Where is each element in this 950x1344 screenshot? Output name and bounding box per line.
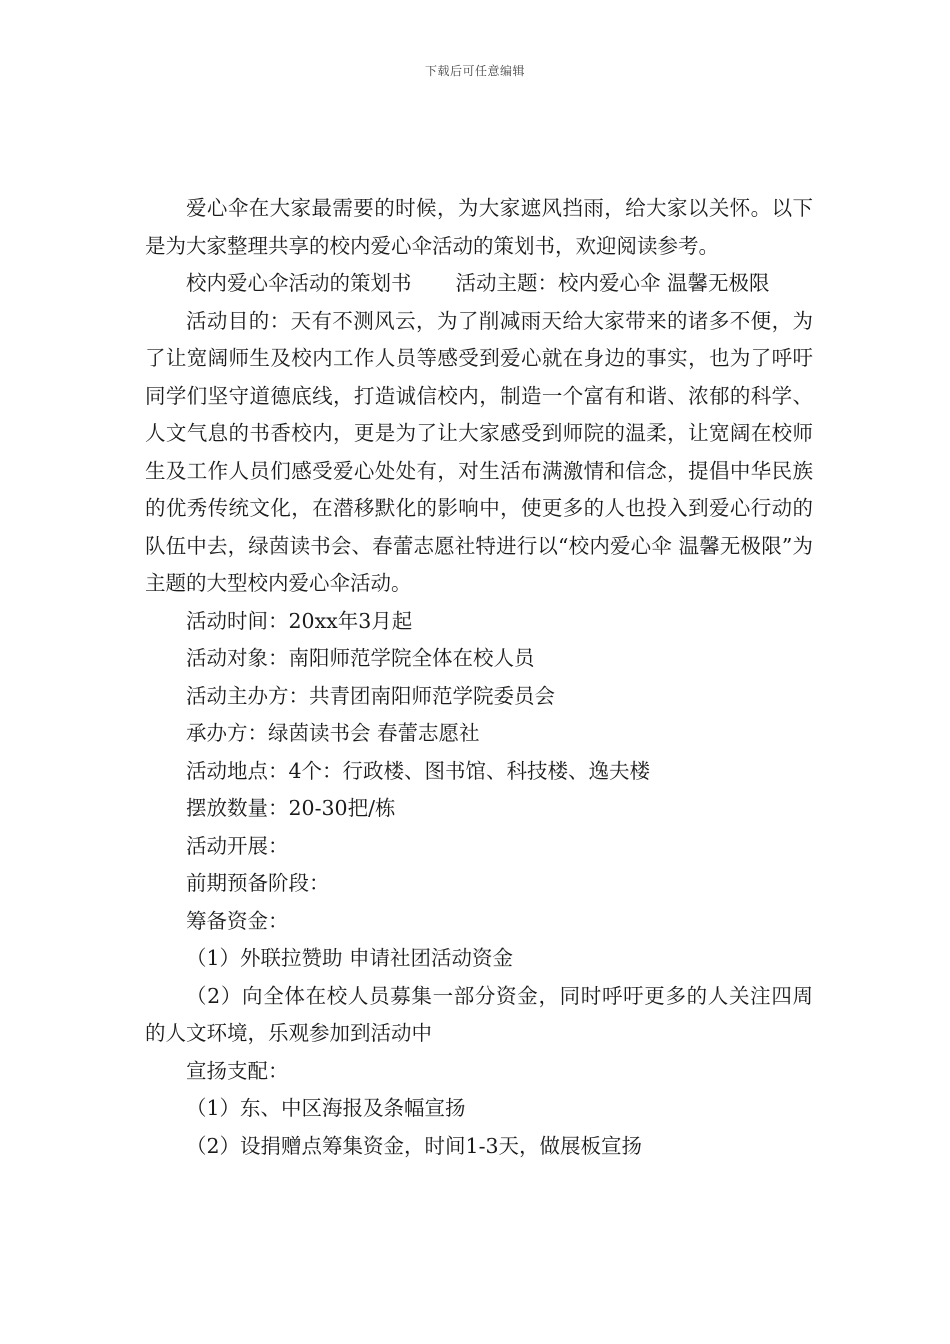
intro-paragraph: 爱心伞在大家最需要的时候，为大家遮风挡雨，给大家以关怀。以下是为大家整理共享的校内爱心伞活动的策划书，欢迎阅读参考。 — [145, 196, 813, 258]
publicity-heading: 宣扬支配： — [186, 1058, 289, 1083]
organizer-line: 活动主办方：共青团南阳师范学院委员会 — [186, 683, 555, 708]
funding-item-2: （2）向全体在校人员募集一部分资金，同时呼吁更多的人关注四周的人文环境，乐观参加到活动中 — [145, 983, 813, 1045]
co-organizer-line: 承办方：绿茵读书会 春蕾志愿社 — [186, 721, 480, 745]
publicity-item-1: （1）东、中区海报及条幅宣扬 — [186, 1096, 466, 1120]
page-header-note: 下载后可任意编辑 — [424, 64, 525, 78]
quantity-line: 摆放数量：20-30把/栋 — [186, 796, 396, 820]
activity-theme: 活动主题：校内爱心伞 温馨无极限 — [455, 271, 770, 295]
publicity-item-2: （2）设捐赠点筹集资金，时间1-3天，做展板宣扬 — [186, 1133, 643, 1158]
locations-line: 活动地点：4个：行政楼、图书馆、科技楼、逸夫楼 — [186, 758, 651, 783]
purpose-paragraph: 活动目的：天有不测风云，为了削减雨天给大家带来的诸多不便，为了让宽阔师生及校内工作人员等感受到爱心就在身边的事实，也为了呼吁同学们坚守道德底线，打造诚信校内，制造一个富有和谐、浓郁的科学、人文气息的书香校内，更是为了让大家感受到师院的温柔，让宽阔在校师生及工作人员们感受爱心处处有，对生活布满激情和信念，提倡中华民族的优秀传统文化，在潜移默化的影响中，使更多的人也投入到爱心行动的队伍中去，绿茵读书会、春蕾志愿社特进行以“校内爱心伞 温馨无极限”为主题的大型校内爱心伞活动。 — [145, 308, 813, 595]
document-body — [145, 190, 813, 1165]
funding-item-1: （1）外联拉赞助 申请社团活动资金 — [186, 946, 514, 970]
process-heading: 活动开展： — [186, 833, 289, 858]
time-line: 活动时间：20xx年3月起 — [186, 608, 413, 633]
audience-line: 活动对象：南阳师范学院全体在校人员 — [186, 646, 535, 670]
title-theme-paragraph — [145, 265, 813, 303]
prep-stage-heading: 前期预备阶段： — [186, 871, 330, 895]
funding-heading: 筹备资金： — [186, 908, 289, 933]
plan-title: 校内爱心伞活动的策划书 — [186, 271, 412, 295]
